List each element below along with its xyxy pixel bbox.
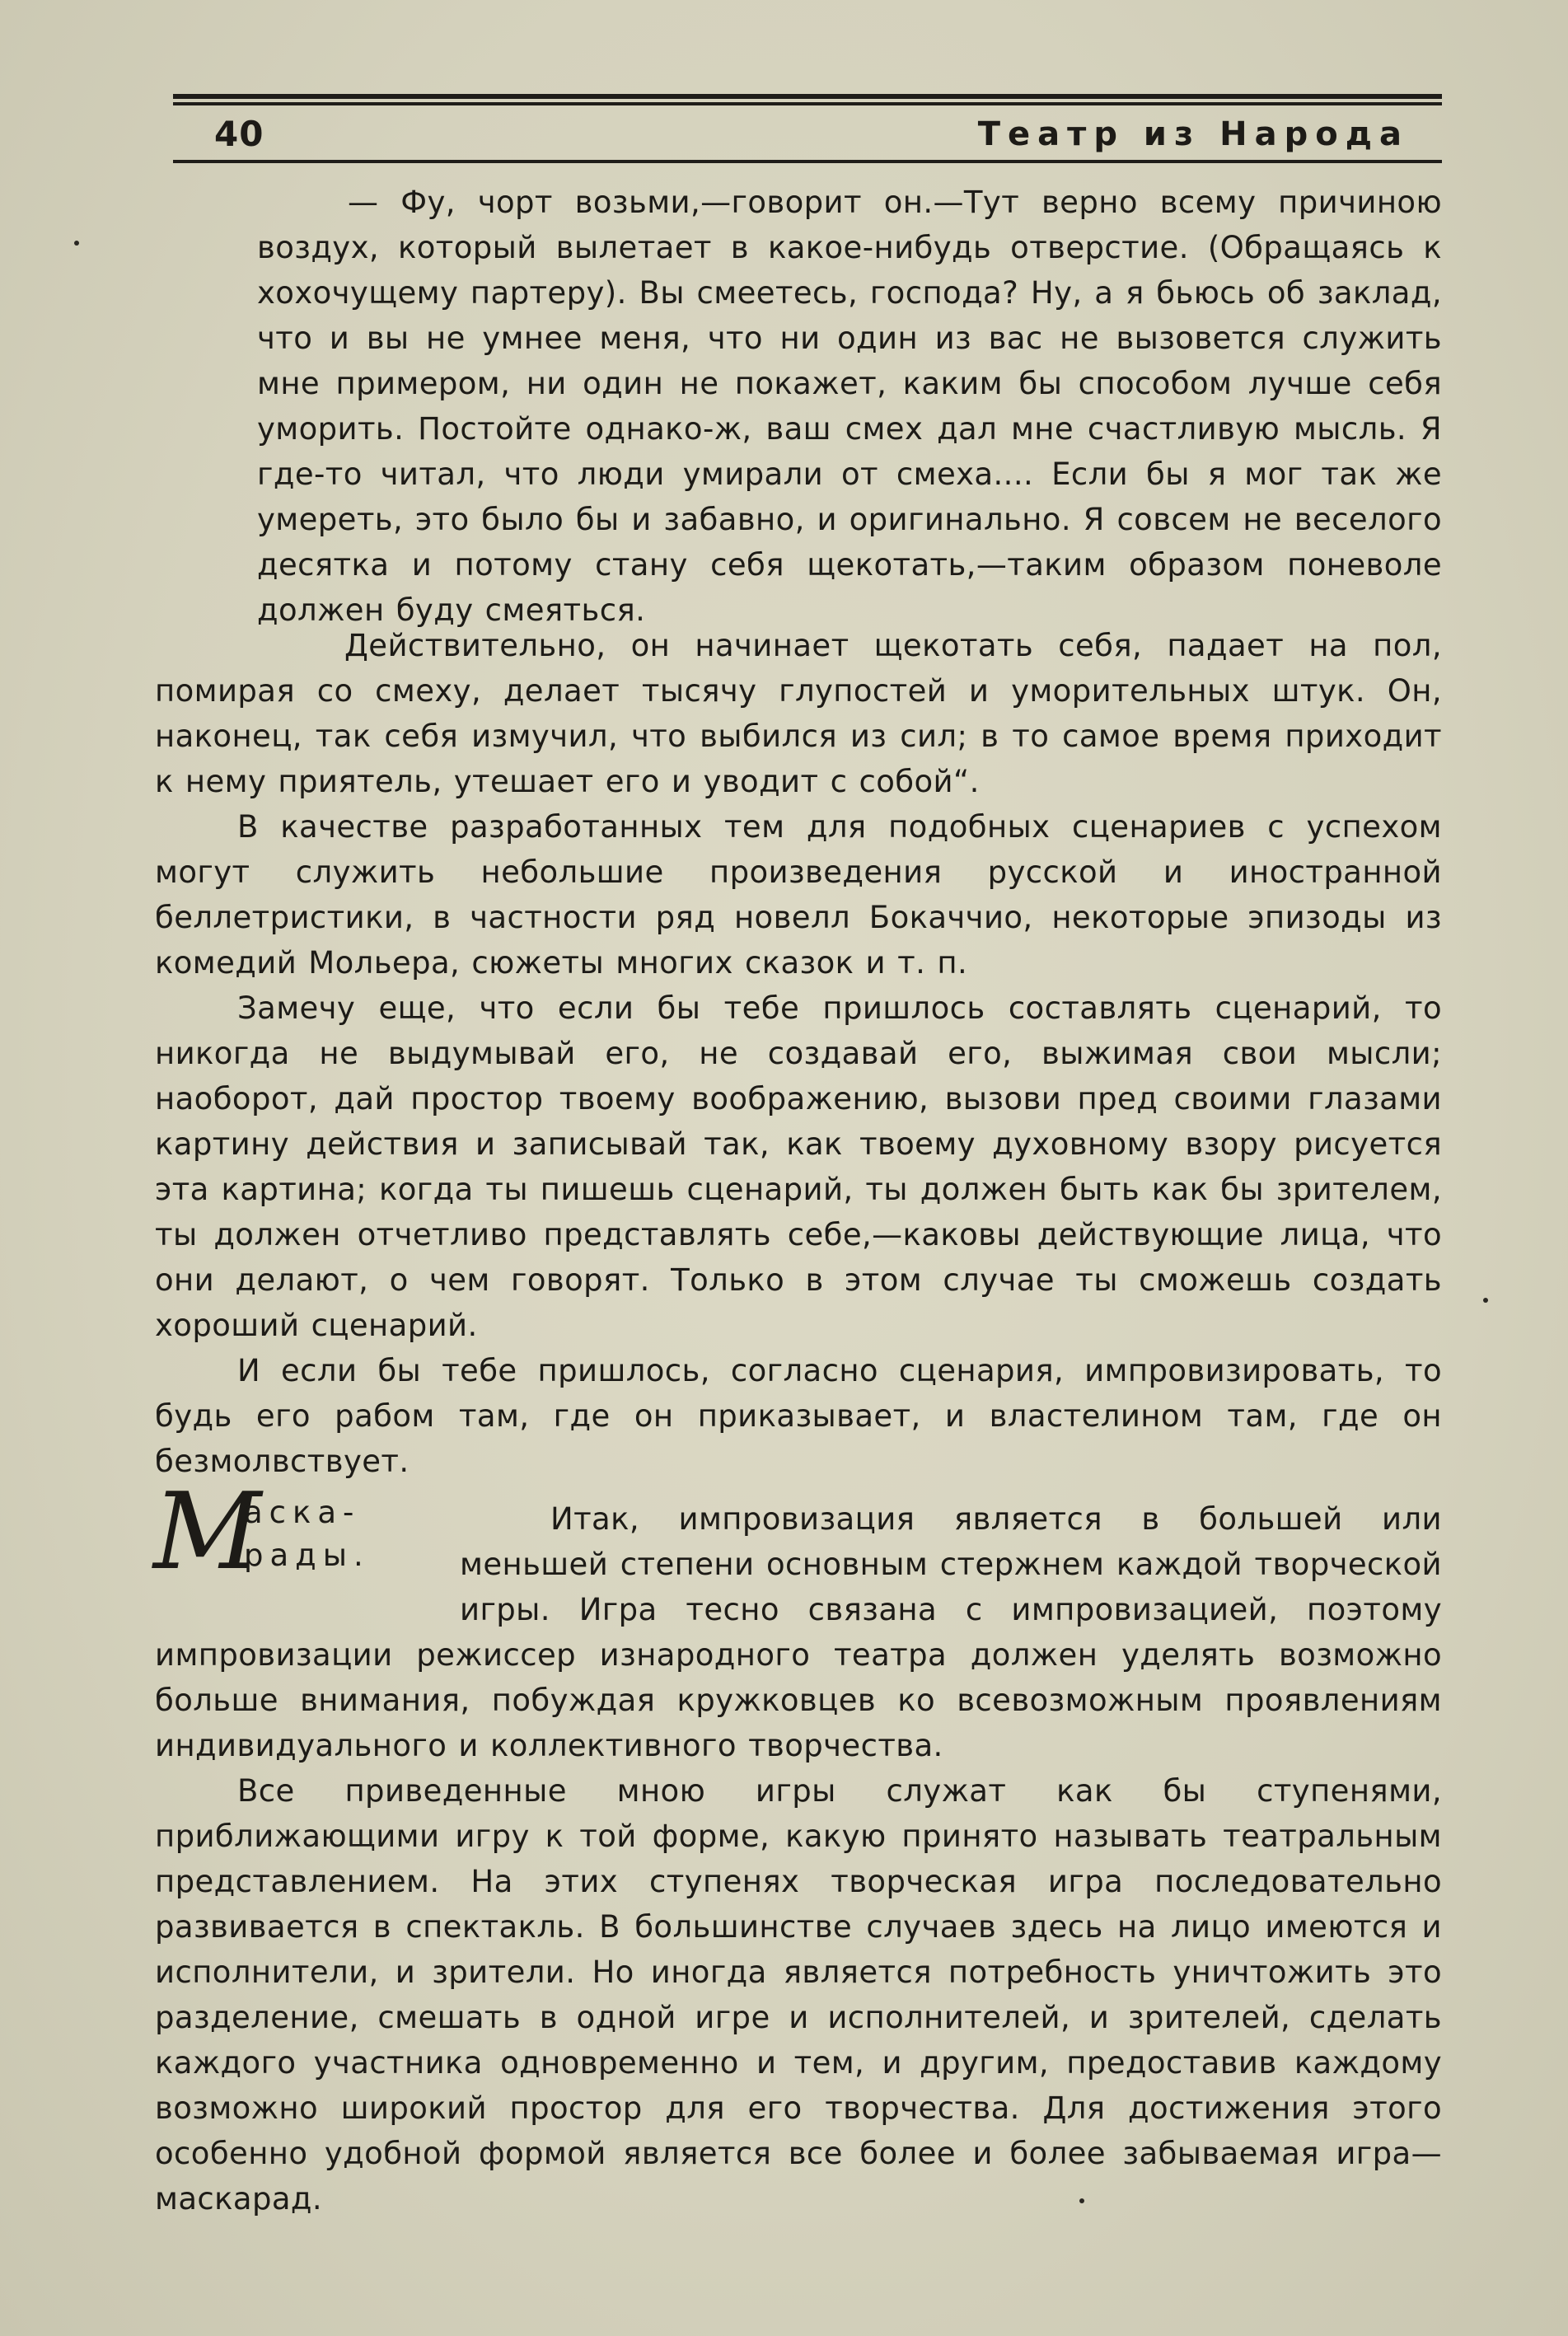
running-title: Театр из Народа xyxy=(977,115,1409,153)
page-number: 40 xyxy=(214,114,264,154)
paragraph: Замечу еще, что если бы тебе пришлось составлять сценарий, то никогда не выдумывай его, не создавай его, выжимая свои мысли; наоборот, дай простор твоему воображению, вызови пред своими глазами картину действия и записывай так, как твоему духовному взору рисуется эта картина; когда ты пишешь сценарий, ты должен быть как бы зрителем, ты должен отчетливо представлять себе,—каковы действующие лица, что они делают, о чем говорят. Только в этом случае ты сможешь создать хороший сценарий. xyxy=(155,990,1442,1343)
heading-float-space xyxy=(155,1496,460,1632)
paragraph: Действительно, он начинает щекотать себя, падает на пол, помирая со смеху, делает тысячу глупостей и уморительных штук. Он, наконец, так себя измучил, что выбился из сил; в то самое время приходит к нему приятель, утешает его и уводит с собой“. xyxy=(155,628,1442,799)
ink-speck xyxy=(74,241,79,246)
section-body-text xyxy=(155,1496,1442,2221)
drop-cap-letter: М xyxy=(153,1471,262,1594)
paragraph: — Фу, чорт возьми,—говорит он.—Тут верно всему причиною воздух, который вылетает в какое-нибудь отверстие. (Обращаясь к хохочущему партеру). Вы смеетесь, господа? Ну, а я бьюсь об заклад, что и вы не умнее меня, что ни один из вас не вызовется служить мне примером, ни один не покажет, каким бы способом лучше себя уморить. Постойте однако-ж, ваш смех дал мне счастливую мысль. Я где-то читал, что люди умирали от смеха.... Если бы я мог так же умереть, это было бы и забавно, и оригинально. Я совсем не веселого десятка и потому стану себя щекотать,—таким образом поневоле должен буду смеяться. xyxy=(257,185,1442,628)
quoted-scenario-text xyxy=(257,180,1442,633)
header-rule-thin xyxy=(173,102,1442,105)
paragraph: Итак, импровизация является в большей или меньшей степени основным стержнем каждой творческой игры. Игра тесно связана с импровизацией, поэтому импровизации режиссер изнародного театра должен уделять возможно больше внимания, побуждая кружковцев ко всевозможным проявлениям индивидуального и коллективного творчества. xyxy=(155,1501,1442,1763)
ink-speck xyxy=(1079,2198,1084,2203)
paragraph: Все приведенные мною игры служат как бы ступенями, приближающими игру к той форме, какую принято называть театральным представлением. На этих ступенях творческая игра последовательно развивается в спектакль. В большинстве случаев здесь на лицо имеются и исполнители, и зрители. Но иногда является потребность уничтожить это разделение, смешать в одной игре и исполнителей, и зрителей, сделать каждого участника одновременно и тем, и другим, предоставив каждому возможно широкий простор для его творчества. Для достижения этого особенно удобной формой является все более и более забываемая игра—маскарад. xyxy=(155,1773,1442,2217)
running-header xyxy=(173,107,1442,160)
section-heading-line-1: аска- xyxy=(244,1495,361,1530)
body-text xyxy=(155,623,1442,1484)
header-rule-thick xyxy=(173,94,1442,99)
header-underline xyxy=(173,160,1442,163)
paragraph: В качестве разработанных тем для подобных сценариев с успехом могут служить небольшие произведения русской и иностранной беллетристики, в частности ряд новелл Бокаччио, некоторые эпизоды из комедий Мольера, сюжеты многих сказок и т. п. xyxy=(155,809,1442,981)
paragraph: И если бы тебе пришлось, согласно сценария, импровизировать, то будь его рабом там, где он приказывает, и властелином там, где он безмолвствует. xyxy=(155,1353,1442,1479)
section-heading-line-2: рады. xyxy=(244,1538,370,1573)
ink-speck xyxy=(1483,1298,1488,1303)
